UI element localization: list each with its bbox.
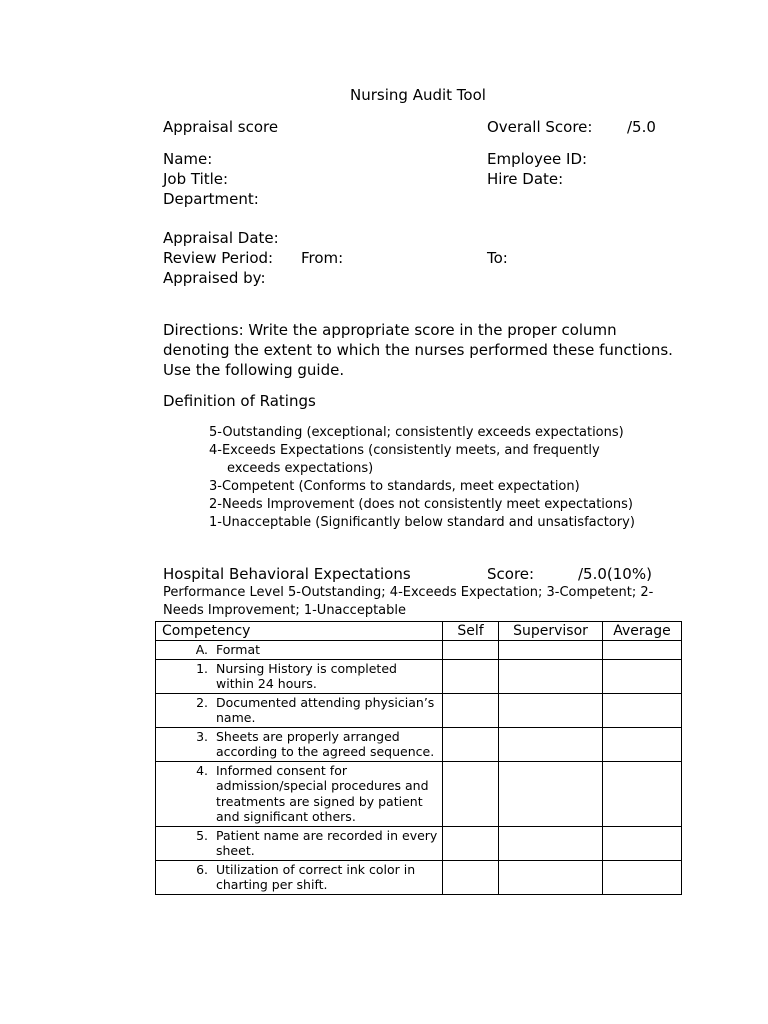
- header-average: Average: [603, 622, 682, 641]
- performance-levels: Performance Level 5-Outstanding; 4-Exceeds Expectation; 3-Competent; 2-Needs Improvement; 1-Unacceptable: [163, 585, 654, 618]
- rating-3: 3-Competent (Conforms to standards, meet expectation): [209, 479, 580, 494]
- self-score-cell[interactable]: [443, 727, 499, 761]
- rating-1: 1-Unacceptable (Significantly below standard and unsatisfactory): [209, 515, 635, 530]
- average-score-cell[interactable]: [603, 727, 682, 761]
- section-score-label: Score:: [487, 565, 535, 583]
- overall-score-value: /5.0: [627, 118, 656, 136]
- table-row: [156, 641, 682, 660]
- employee-id-label: Employee ID:: [487, 150, 588, 168]
- item-marker: 4.: [196, 762, 208, 778]
- rating-5: 5-Outstanding (exceptional; consistently exceeds expectations): [209, 425, 624, 440]
- supervisor-score-cell[interactable]: [499, 761, 603, 826]
- table-header-row: [156, 622, 682, 641]
- overall-score-label: Overall Score:: [487, 118, 593, 136]
- item-marker: A.: [195, 642, 208, 657]
- supervisor-score-cell[interactable]: [499, 727, 603, 761]
- competency-table: [155, 621, 682, 895]
- supervisor-score-cell[interactable]: [499, 693, 603, 727]
- item-text: Format: [216, 642, 261, 657]
- supervisor-score-cell[interactable]: [499, 860, 603, 894]
- directions-paragraph: Directions: Write the appropriate score in the proper column denoting the extent to which the nurses performed these functions. Use the following guide.: [163, 321, 673, 379]
- self-score-cell[interactable]: [443, 693, 499, 727]
- average-score-cell[interactable]: [603, 641, 682, 660]
- section-heading: Hospital Behavioral Expectations: [163, 565, 411, 583]
- item-text: Nursing History is completed within 24 hours.: [216, 660, 397, 691]
- table-row: [156, 761, 682, 826]
- supervisor-score-cell[interactable]: [499, 826, 603, 860]
- item-marker: 6.: [196, 861, 208, 877]
- item-marker: 3.: [196, 728, 208, 744]
- rating-4: 4-Exceeds Expectations (consistently meets, and frequently: [209, 443, 600, 458]
- item-marker: 2.: [196, 694, 208, 710]
- table-row: [156, 693, 682, 727]
- competency-cell: [156, 761, 443, 826]
- self-score-cell[interactable]: [443, 860, 499, 894]
- ratings-heading: Definition of Ratings: [163, 392, 316, 410]
- appraisal-date-label: Appraisal Date:: [163, 229, 279, 247]
- average-score-cell[interactable]: [603, 860, 682, 894]
- header-competency: Competency: [156, 622, 443, 641]
- appraised-by-label: Appraised by:: [163, 269, 266, 287]
- header-supervisor: Supervisor: [499, 622, 603, 641]
- hire-date-label: Hire Date:: [487, 170, 564, 188]
- competency-cell: [156, 826, 443, 860]
- from-label: From:: [301, 249, 344, 267]
- table-row: [156, 860, 682, 894]
- job-title-label: Job Title:: [163, 170, 229, 188]
- header-self: Self: [443, 622, 499, 641]
- item-text: Documented attending physician’s name.: [216, 694, 435, 725]
- document-title: Nursing Audit Tool: [350, 86, 486, 104]
- section-score-value: /5.0(10%): [578, 565, 652, 583]
- average-score-cell[interactable]: [603, 826, 682, 860]
- table-row: [156, 659, 682, 693]
- average-score-cell[interactable]: [603, 693, 682, 727]
- self-score-cell[interactable]: [443, 761, 499, 826]
- department-label: Department:: [163, 190, 259, 208]
- competency-cell: [156, 860, 443, 894]
- to-label: To:: [487, 249, 508, 267]
- supervisor-score-cell[interactable]: [499, 659, 603, 693]
- competency-cell: [156, 641, 443, 660]
- rating-4-continued: exceeds expectations): [227, 461, 374, 476]
- review-period-label: Review Period:: [163, 249, 274, 267]
- table-row: [156, 727, 682, 761]
- table-row: [156, 826, 682, 860]
- competency-cell: [156, 693, 443, 727]
- self-score-cell[interactable]: [443, 641, 499, 660]
- supervisor-score-cell[interactable]: [499, 641, 603, 660]
- appraisal-score-label: Appraisal score: [163, 118, 279, 136]
- item-marker: 5.: [196, 827, 208, 843]
- name-label: Name:: [163, 150, 213, 168]
- self-score-cell[interactable]: [443, 826, 499, 860]
- self-score-cell[interactable]: [443, 659, 499, 693]
- item-text: Informed consent for admission/special procedures and treatments are signed by patient and significant others.: [216, 762, 429, 824]
- item-marker: 1.: [196, 660, 208, 676]
- competency-cell: [156, 727, 443, 761]
- ratings-list: [209, 424, 635, 532]
- item-text: Sheets are properly arranged according to the agreed sequence.: [216, 728, 435, 759]
- item-text: Patient name are recorded in every sheet.: [216, 827, 438, 858]
- rating-2: 2-Needs Improvement (does not consistently meet expectations): [209, 497, 633, 512]
- average-score-cell[interactable]: [603, 659, 682, 693]
- item-text: Utilization of correct ink color in charting per shift.: [216, 861, 416, 892]
- competency-cell: [156, 659, 443, 693]
- average-score-cell[interactable]: [603, 761, 682, 826]
